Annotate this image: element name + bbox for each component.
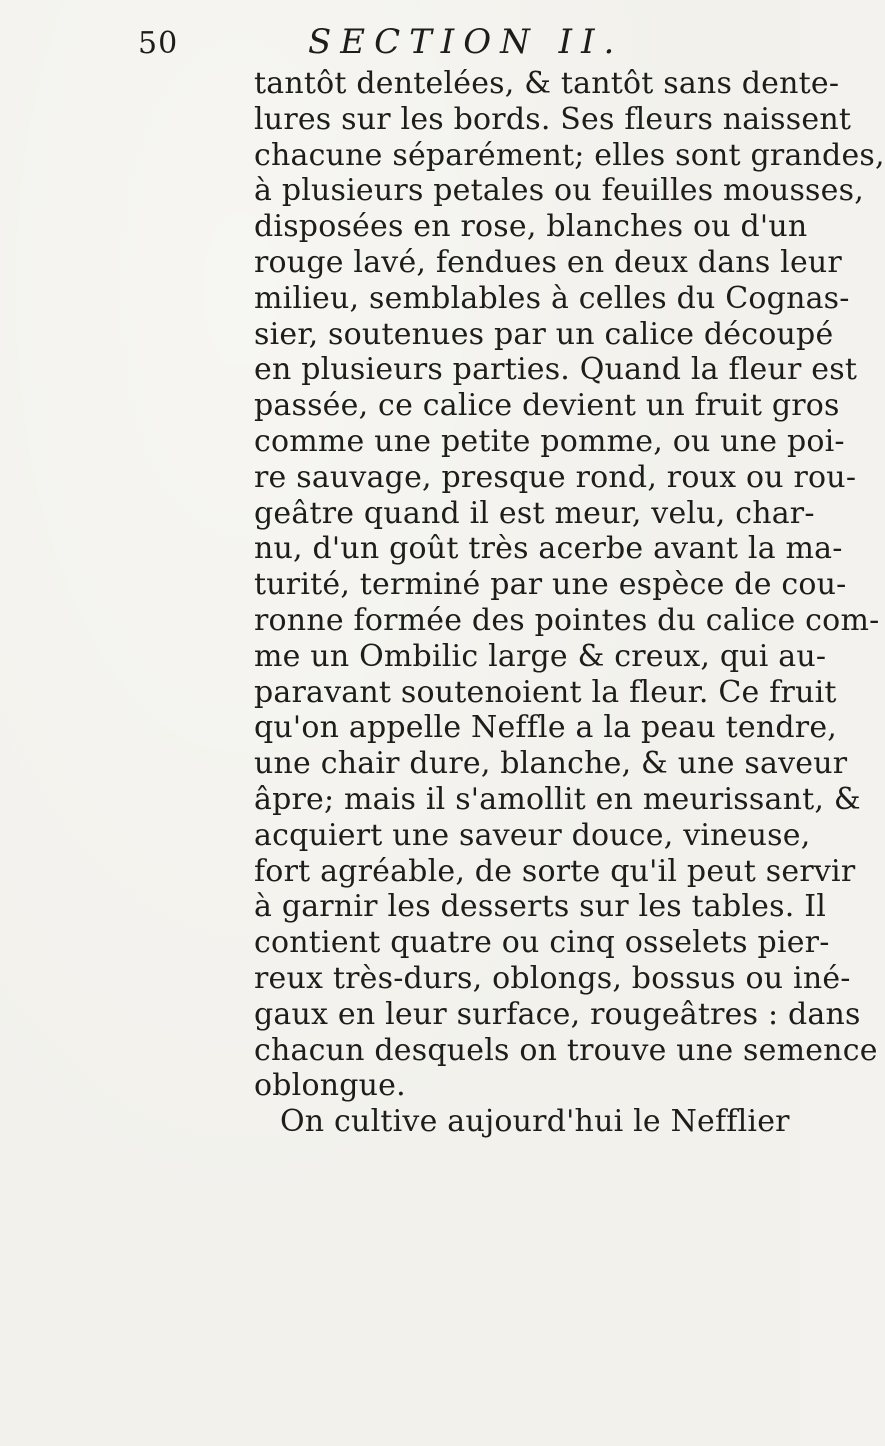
text-line: turité, terminé par une espèce de cou-: [254, 567, 847, 603]
text-line: nu, d'un goût très acerbe avant la ma-: [254, 531, 843, 567]
text-line: une chair dure, blanche, & une saveur: [254, 746, 848, 782]
text-line: me un Ombilic large & creux, qui au-: [254, 638, 827, 674]
text-line: paravant soutenoient la fleur. Ce fruit: [254, 674, 837, 710]
text-line: qu'on appelle Neffle a la peau tendre,: [254, 710, 838, 746]
running-head: SECTION II.: [308, 22, 624, 62]
text-line: re sauvage, presque rond, roux ou rou-: [254, 459, 857, 495]
text-line: gaux en leur surface, rougeâtres : dans: [254, 996, 861, 1032]
text-line: comme une petite pomme, ou une poi-: [254, 423, 845, 459]
text-line: tantôt dentelées, & tantôt sans dente-: [254, 66, 840, 101]
page-number: 50: [138, 26, 179, 61]
text-line: On cultive aujourd'hui le Nefflier: [280, 1104, 790, 1140]
text-line: chacun desquels on trouve une semence: [254, 1032, 878, 1068]
text-line: contient quatre ou cinq osselets pier-: [254, 925, 830, 961]
text-line: lures sur les bords. Ses fleurs naissent: [254, 101, 852, 137]
text-line: âpre; mais il s'amollit en meurissant, &: [254, 781, 861, 817]
text-line: à plusieurs petales ou feuilles mousses,: [254, 173, 864, 209]
text-line: sier, soutenues par un calice découpé: [254, 316, 834, 352]
text-line: reux très-durs, oblongs, bossus ou iné-: [254, 960, 851, 996]
text-line: à garnir les desserts sur les tables. Il: [254, 889, 827, 925]
text-line: chacune séparément; elles sont grandes,: [254, 137, 885, 173]
text-line: fort agréable, de sorte qu'il peut servir: [254, 853, 856, 889]
text-line: geâtre quand il est meur, velu, char-: [254, 495, 815, 531]
text-line: ronne formée des pointes du calice com-: [254, 602, 880, 638]
text-line: passée, ce calice devient un fruit gros: [254, 388, 840, 424]
text-line: rouge lavé, fendues en deux dans leur: [254, 244, 842, 280]
text-line: acquiert une saveur douce, vineuse,: [254, 817, 811, 853]
text-line: en plusieurs parties. Quand la fleur est: [254, 352, 858, 388]
text-line: milieu, semblables à celles du Cognas-: [254, 280, 850, 316]
page-header: [138, 14, 778, 70]
text-line: disposées en rose, blanches ou d'un: [254, 209, 808, 245]
body-text: [254, 66, 885, 1140]
text-line: oblongue.: [254, 1068, 406, 1104]
